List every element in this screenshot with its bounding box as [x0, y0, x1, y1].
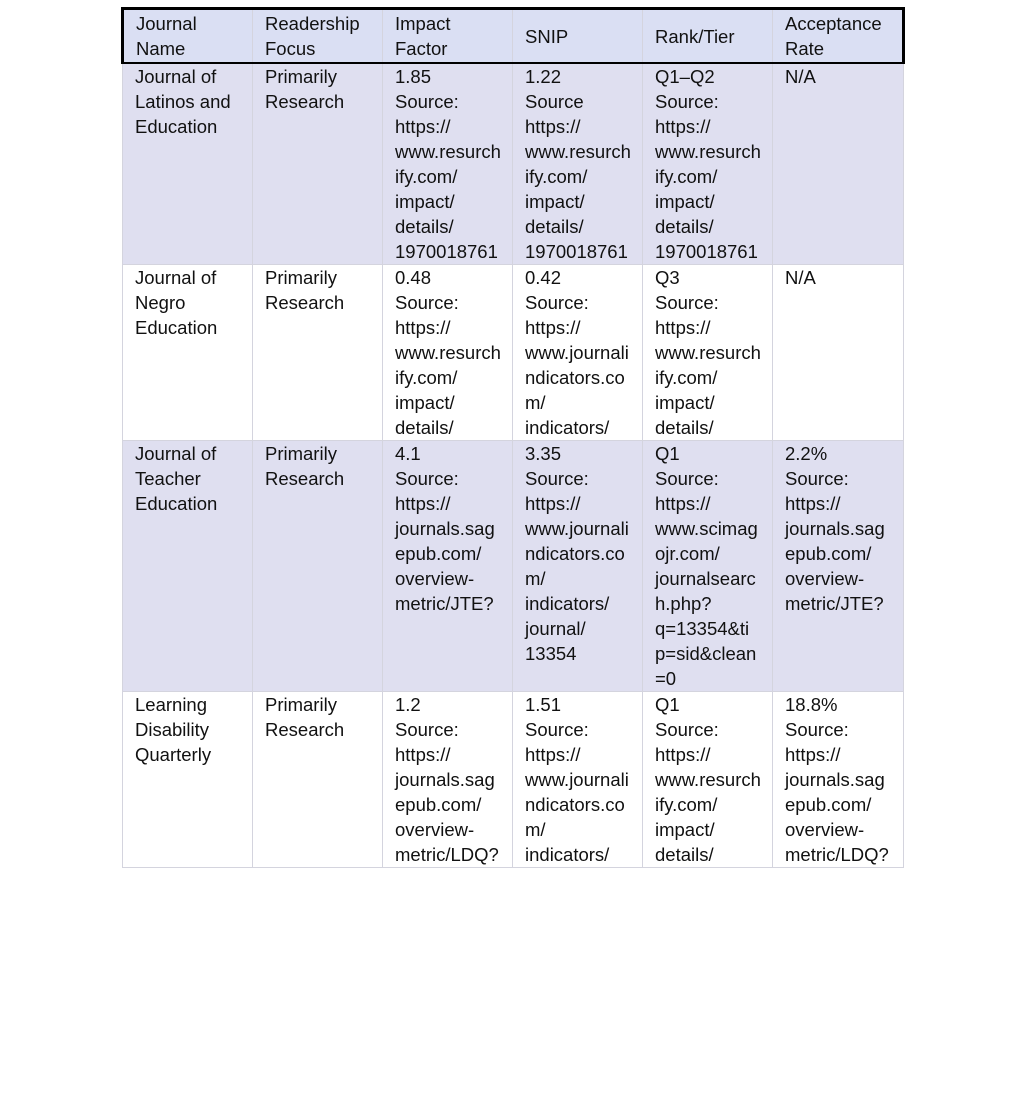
- cell-journal-name: Journal of Latinos and Education: [123, 63, 253, 265]
- cell-rank-tier: Q1 Source: https:// www.resurch ify.com/ impact/ details/: [643, 692, 773, 868]
- cell-snip: 1.51 Source: https:// www.journali ndicators.co m/ indicators/: [513, 692, 643, 868]
- cell-journal-name: Journal of Teacher Education: [123, 441, 253, 692]
- header-journal-name: Journal Name: [123, 9, 253, 64]
- table-row: [123, 692, 904, 868]
- header-acceptance-rate: Acceptance Rate: [773, 9, 904, 64]
- cell-rank-tier: Q3 Source: https:// www.resurch ify.com/ impact/ details/: [643, 265, 773, 441]
- journal-metrics-table: [121, 7, 905, 868]
- cell-readership-focus: Primarily Research: [253, 441, 383, 692]
- header-impact-factor: Impact Factor: [383, 9, 513, 64]
- header-snip: SNIP: [513, 9, 643, 64]
- cell-impact-factor: 1.2 Source: https:// journals.sag epub.com/ overview- metric/LDQ?: [383, 692, 513, 868]
- cell-readership-focus: Primarily Research: [253, 63, 383, 265]
- table-body: [123, 63, 904, 868]
- cell-acceptance-rate: 2.2% Source: https:// journals.sag epub.com/ overview- metric/JTE?: [773, 441, 904, 692]
- table-row: [123, 441, 904, 692]
- cell-acceptance-rate: 18.8% Source: https:// journals.sag epub.com/ overview- metric/LDQ?: [773, 692, 904, 868]
- cell-readership-focus: Primarily Research: [253, 265, 383, 441]
- cell-readership-focus: Primarily Research: [253, 692, 383, 868]
- header-row: [123, 9, 904, 64]
- cell-journal-name: Journal of Negro Education: [123, 265, 253, 441]
- cell-snip: 1.22 Source https:// www.resurch ify.com/ impact/ details/ 1970018761: [513, 63, 643, 265]
- cell-journal-name: Learning Disability Quarterly: [123, 692, 253, 868]
- table-row: [123, 265, 904, 441]
- cell-snip: 3.35 Source: https:// www.journali ndicators.co m/ indicators/ journal/ 13354: [513, 441, 643, 692]
- cell-impact-factor: 0.48 Source: https:// www.resurch ify.com/ impact/ details/: [383, 265, 513, 441]
- header-rank-tier: Rank/Tier: [643, 9, 773, 64]
- cell-rank-tier: Q1 Source: https:// www.scimag ojr.com/ journalsearc h.php? q=13354&ti p=sid&clean =0: [643, 441, 773, 692]
- cell-impact-factor: 1.85 Source: https:// www.resurch ify.com/ impact/ details/ 1970018761: [383, 63, 513, 265]
- cell-snip: 0.42 Source: https:// www.journali ndicators.co m/ indicators/: [513, 265, 643, 441]
- cell-acceptance-rate: N/A: [773, 63, 904, 265]
- cell-acceptance-rate: N/A: [773, 265, 904, 441]
- table-row: [123, 63, 904, 265]
- table-header: [123, 9, 904, 64]
- cell-rank-tier: Q1–Q2 Source: https:// www.resurch ify.com/ impact/ details/ 1970018761: [643, 63, 773, 265]
- cell-impact-factor: 4.1 Source: https:// journals.sag epub.com/ overview- metric/JTE?: [383, 441, 513, 692]
- header-readership-focus: Readership Focus: [253, 9, 383, 64]
